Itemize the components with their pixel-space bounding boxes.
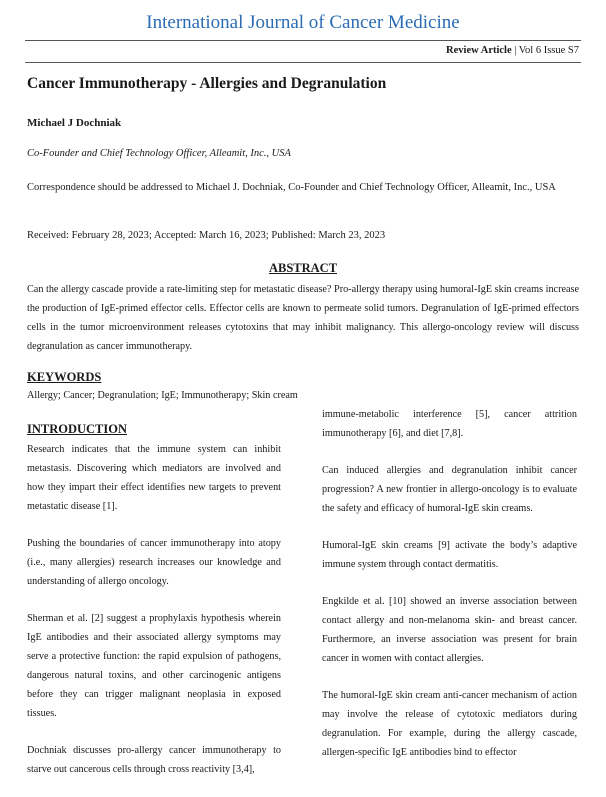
author-affiliation: Co-Founder and Chief Technology Officer, Alleamit, Inc., USA	[27, 148, 291, 159]
paragraph: Engkilde et al. [10] showed an inverse association between contact allergy and non-melanoma skin- and breast cancer. Furthermore, an inverse association was present for brain cancer in women with contact allergies.	[322, 596, 577, 664]
left-column	[27, 440, 281, 797]
author-name: Michael J Dochniak	[27, 117, 122, 129]
volume-issue: | Vol 6 Issue S7	[514, 45, 579, 56]
paragraph: Sherman et al. [2] suggest a prophylaxis hypothesis wherein IgE antibodies and their associated allergy symptoms may serve a protective function: the rapid expulsion of pathogens, dangerous natural toxins, and other carcinogenic antigens before they can trigger malignant neoplasia in exposed tissues.	[27, 613, 281, 719]
paragraph: immune-metabolic interference [5], cancer attrition immunotherapy [6], and diet [7,8].	[322, 409, 577, 439]
article-title: Cancer Immunotherapy - Allergies and Degranulation	[27, 75, 387, 92]
article-meta	[446, 45, 579, 56]
meta-divider	[25, 62, 581, 63]
introduction-heading: INTRODUCTION	[27, 422, 128, 436]
paragraph: Humoral-IgE skin creams [9] activate the body’s adaptive immune system through contact dermatitis.	[322, 540, 577, 570]
paragraph: Dochniak discusses pro-allergy cancer immunotherapy to starve out cancerous cells through cross reactivity [3,4],	[27, 745, 281, 775]
keywords-heading: KEYWORDS	[27, 370, 102, 384]
abstract-text: Can the allergy cascade provide a rate-limiting step for metastatic disease? Pro-allergy therapy using humoral-IgE skin creams increase the production of IgE-primed effector cells. Effector cells are known to permeate solid tumors. Degranulation of IgE-primed effectors cells in the tumor microenvironment releases cytotoxins that may inhibit malignancy. This allergo-oncology review will discuss degranulation as cancer immunotherapy.	[27, 284, 579, 352]
right-column	[322, 405, 577, 780]
paragraph: Pushing the boundaries of cancer immunotherapy into atopy (i.e., many allergies) research increases our knowledge and understanding of allergo oncology.	[27, 538, 281, 587]
header-divider	[25, 40, 581, 41]
article-type: Review Article	[446, 45, 512, 56]
paragraph: Can induced allergies and degranulation inhibit cancer progression? A new frontier in allergo-oncology is to evaluate the safety and efficacy of humoral-IgE skin creams.	[322, 465, 577, 514]
journal-title: International Journal of Cancer Medicine	[146, 12, 460, 33]
correspondence: Correspondence should be addressed to Michael J. Dochniak, Co-Founder and Chief Technology Officer, Alleamit, Inc., USA	[27, 182, 556, 193]
keywords-text: Allergy; Cancer; Degranulation; IgE; Immunotherapy; Skin cream	[27, 390, 298, 401]
paragraph: Research indicates that the immune system can inhibit metastasis. Discovering which mediators are involved and how they impart their effect identifies new targets to prevent metastatic disease [1].	[27, 444, 281, 512]
article-dates: Received: February 28, 2023; Accepted: March 16, 2023; Published: March 23, 2023	[27, 230, 386, 241]
abstract-heading: ABSTRACT	[268, 261, 338, 275]
paragraph: The humoral-IgE skin cream anti-cancer mechanism of action may involve the release of cytotoxic mediators during degranulation. For example, during the allergy cascade, allergen-specific IgE antibodies bind to effector	[322, 690, 577, 758]
